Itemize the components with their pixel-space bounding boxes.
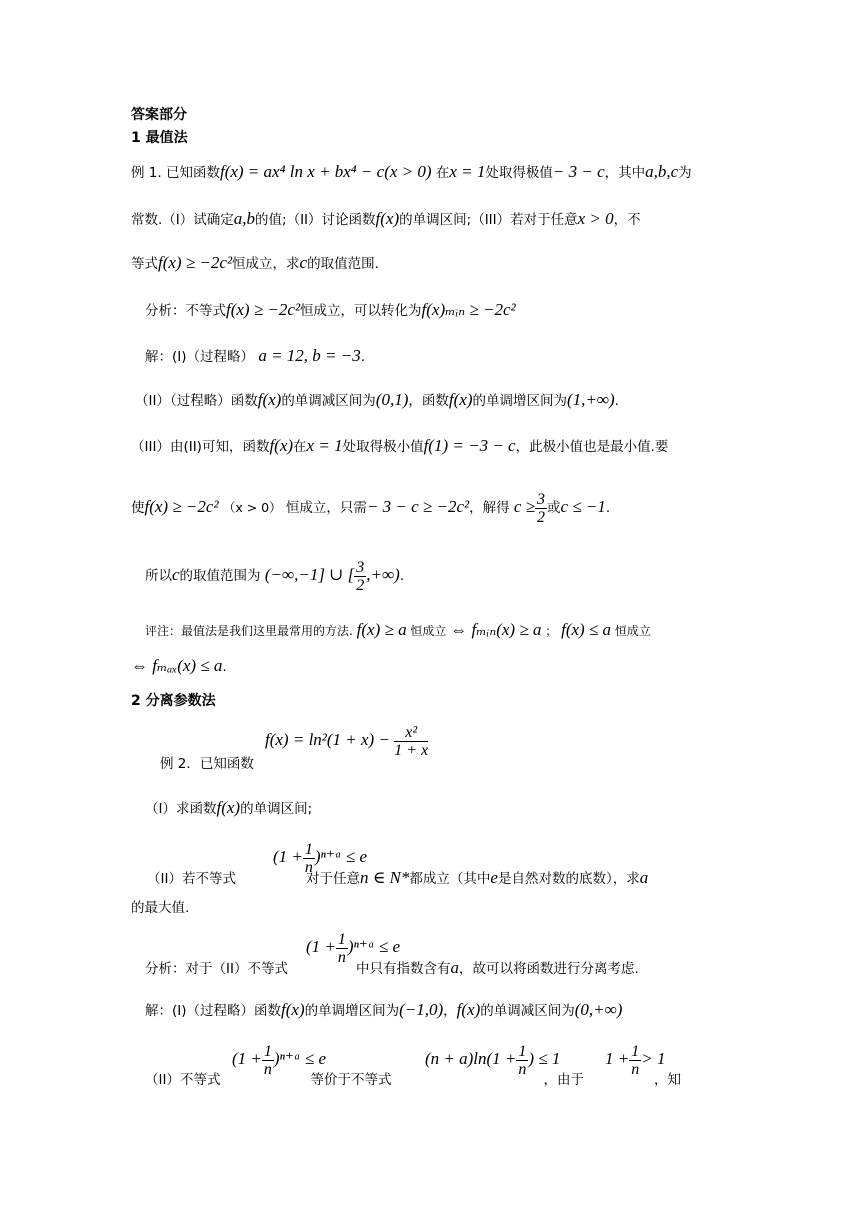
- solution1-part4: 使f(x) ≥ −2c² （x > 0） 恒成立，只需− 3 − c ≥ −2c²，解得 c ≥ $\frac{3}{2}$ 或c ≤ −1.: [131, 490, 611, 526]
- analysis1: 分析：不等式f(x) ≥ −2c²恒成立，可以转化为f(x)ₘᵢₙ ≥ −2c²: [145, 300, 516, 319]
- example2-ineq: (1 + $\frac{1}{n}$ )ⁿ⁺ᵃ ≤ e: [273, 840, 368, 876]
- solution1-part5: 所以c的取值范围为 (−∞,−1] ∪ [ $\frac{3}{2}$ ,+∞).: [145, 558, 405, 594]
- comment1-line2: ⇔ fₘₐₓ(x) ≤ a.: [131, 656, 227, 675]
- fraction-x2-over-1plusx: $\frac{\text{x²}}{1 + x}$: [394, 723, 429, 759]
- solution2-part2: （II）不等式 等价于不等式 ，由于 ，知: [145, 1072, 681, 1088]
- fraction-1-over-n: $\frac{1}{n}$: [263, 1042, 272, 1078]
- solution2-part1: 解：(I)（过程略）函数f(x)的单调增区间为(−1,0)，f(x)的单调减区间为(0,+∞): [145, 1000, 623, 1019]
- fraction-1-over-n: $\frac{1}{n}$: [518, 1042, 527, 1078]
- method2-title: 2 分离参数法: [131, 693, 216, 709]
- solution1-part2: （II）（过程略）函数f(x)的单调减区间为(0,1)，函数f(x)的单调增区间为(1,+∞).: [135, 390, 619, 409]
- solution2-ineq3: 1 + $\frac{1}{n}$ > 1: [605, 1042, 666, 1078]
- method1-title: 1 最值法: [131, 130, 188, 146]
- solution2-ineq2: (n + a)ln(1 + $\frac{1}{n}$ ) ≤ 1: [425, 1042, 561, 1078]
- example2-function: f(x) = ln²(1 + x) − $\frac{\text{x²}}{1 + x}$: [265, 723, 429, 759]
- analysis2-ineq: (1 + $\frac{1}{n}$ )ⁿ⁺ᵃ ≤ e: [306, 930, 401, 966]
- example1-line2: 常数.（I）试确定a,b的值;（II）讨论函数f(x)的单调区间;（III）若对于任意x > 0，不: [131, 209, 641, 228]
- solution1-part1: 解：(I)（过程略） a = 12, b = −3.: [145, 346, 366, 365]
- fraction-3-2-range: $\frac{3}{2}$: [356, 558, 365, 594]
- solution1-part3: （III）由(II)可知，函数f(x)在x = 1处取得极小值f(1) = −3 − c，此极小值也是最小值.要: [131, 436, 669, 455]
- comment1-line1: 评注：最值法是我们这里最常用的方法. f(x) ≥ a 恒成立 ⇔ fₘᵢₙ(x) ≥ a ； f(x) ≤ a 恒成立: [145, 620, 651, 639]
- example2-line1: 例 2．已知函数: [160, 756, 254, 772]
- example2-part2: （II）若不等式 对于任意n ∈ N*都成立（其中e是自然对数的底数），求a: [147, 868, 649, 887]
- solution2-ineq1: (1 + $\frac{1}{n}$ )ⁿ⁺ᵃ ≤ e: [232, 1042, 327, 1078]
- fraction-1-over-n: $\frac{1}{n}$: [337, 930, 346, 966]
- example2-part1: （I）求函数f(x)的单调区间;: [145, 798, 313, 817]
- example1-line1: 例 1. 已知函数f(x) = ax⁴ ln x + bx⁴ − c(x > 0) 在x = 1处取得极值− 3 − c，其中a,b,c为: [131, 162, 692, 181]
- example1-line3: 等式f(x) ≥ −2c²恒成立，求c的取值范围.: [131, 253, 379, 272]
- fraction-1-over-n: $\frac{1}{n}$: [304, 840, 313, 876]
- fraction-3-2: $\frac{3}{2}$: [537, 490, 546, 526]
- analysis2: 分析：对于（II）不等式 中只有指数含有a，故可以将函数进行分离考虑.: [145, 958, 639, 977]
- section-header: 答案部分: [131, 107, 187, 123]
- example2-part3: 的最大值.: [131, 900, 190, 916]
- fraction-1-over-n: $\frac{1}{n}$: [631, 1042, 640, 1078]
